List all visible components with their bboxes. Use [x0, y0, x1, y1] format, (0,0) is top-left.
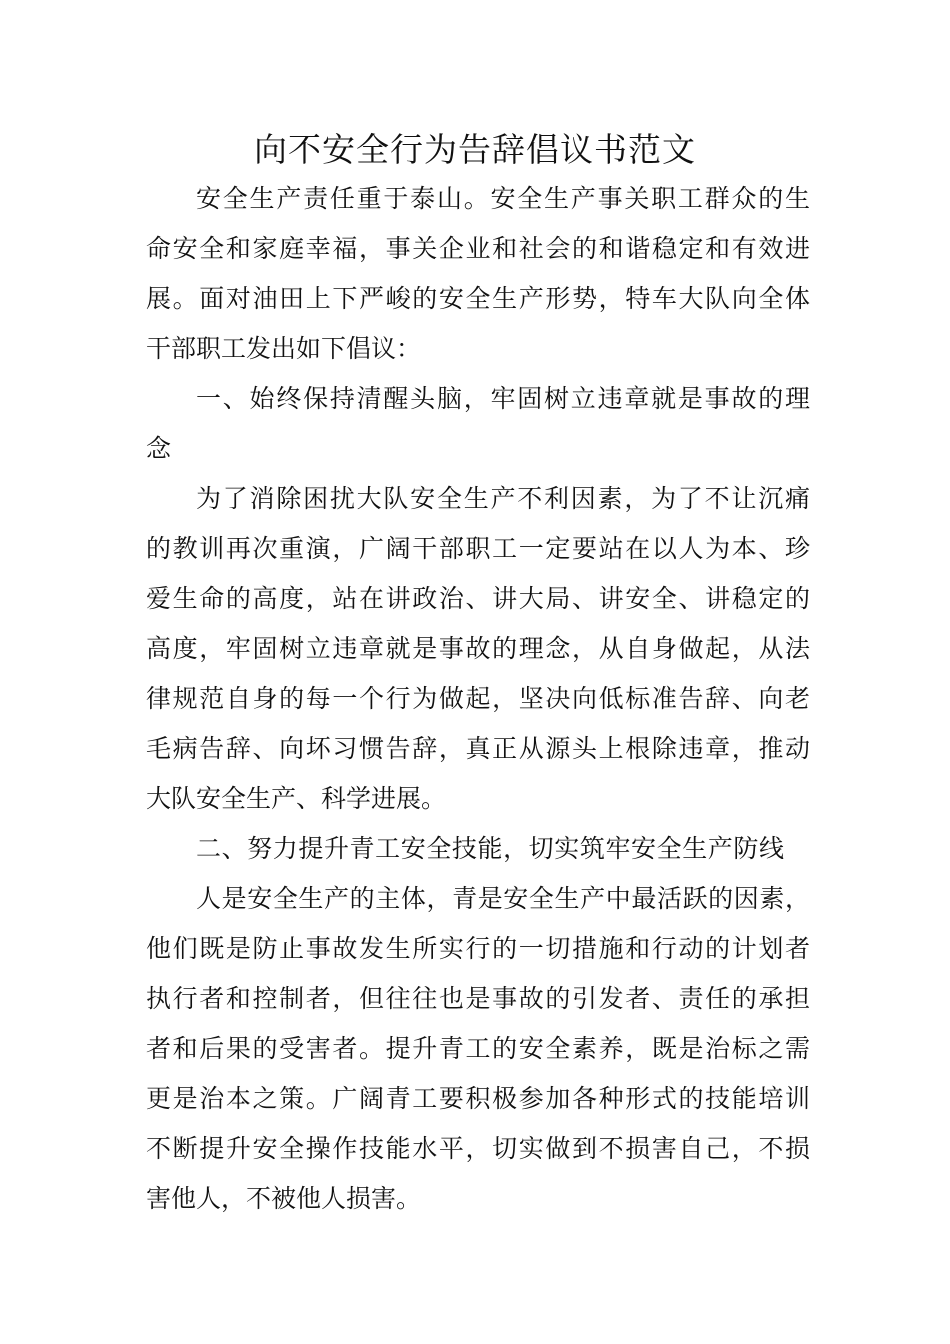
paragraph-line: 毛病告辞、向坏习惯告辞，真正从源头上根除违章，推动 [146, 734, 810, 763]
paragraph-line: 为了消除困扰大队安全生产不利因素，为了不让沉痛 [196, 484, 810, 513]
paragraph-line: 者和后果的受害者。提升青工的安全素养，既是治标之需 [146, 1034, 810, 1063]
paragraph-line: 律规范自身的每一个行为做起，坚决向低标准告辞、向老 [146, 684, 810, 713]
paragraph-line: 命安全和家庭幸福，事关企业和社会的和谐稳定和有效进 [146, 234, 810, 263]
paragraph-line: 人是安全生产的主体，青是安全生产中最活跃的因素， [196, 884, 810, 913]
section-heading-line: 二、努力提升青工安全技能，切实筑牢安全生产防线 [196, 834, 784, 863]
paragraph-line: 展。面对油田上下严峻的安全生产形势，特车大队向全体 [146, 284, 810, 313]
section-heading-line: 一、始终保持清醒头脑，牢固树立违章就是事故的理 [196, 384, 810, 413]
section-heading-line: 念 [146, 434, 172, 463]
paragraph-line: 不断提升安全操作技能水平，切实做到不损害自己，不损 [146, 1134, 810, 1163]
paragraph-line: 更是治本之策。广阔青工要积极参加各种形式的技能培训 [146, 1084, 810, 1113]
document-title: 向不安全行为告辞倡议书范文 [254, 130, 696, 169]
paragraph-line: 安全生产责任重于泰山。安全生产事关职工群众的生 [196, 184, 810, 213]
paragraph-line: 高度，牢固树立违章就是事故的理念，从自身做起，从法 [146, 634, 810, 663]
paragraph-line: 他们既是防止事故发生所实行的一切措施和行动的计划者 [146, 934, 810, 963]
paragraph-line: 爱生命的高度，站在讲政治、讲大局、讲安全、讲稳定的 [146, 584, 810, 613]
paragraph-line: 大队安全生产、科学进展。 [146, 784, 447, 813]
paragraph-line: 害他人，不被他人损害。 [146, 1184, 422, 1213]
paragraph-line: 干部职工发出如下倡议： [146, 334, 422, 363]
paragraph-line: 的教训再次重演，广阔干部职工一定要站在以人为本、珍 [146, 534, 810, 563]
paragraph-line: 执行者和控制者，但往往也是事故的引发者、责任的承担 [146, 984, 810, 1013]
